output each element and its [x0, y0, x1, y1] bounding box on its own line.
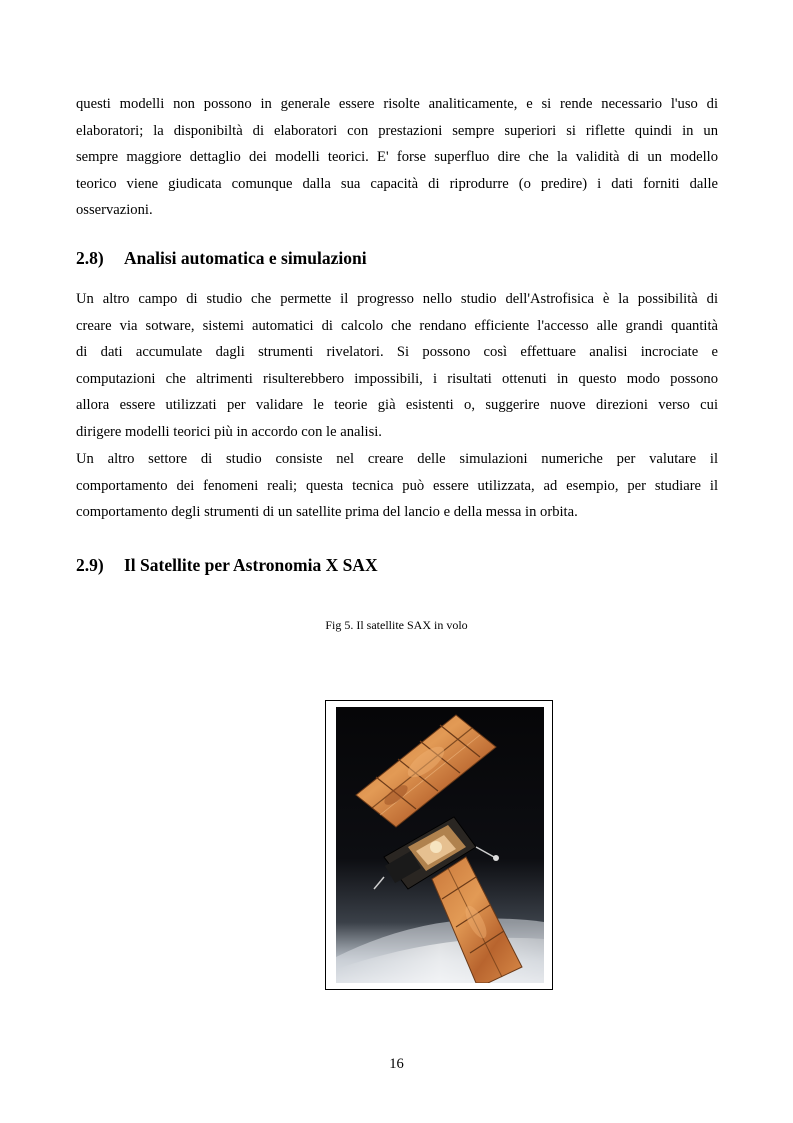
satellite-image: [336, 707, 544, 983]
section-heading-2-8: [76, 248, 367, 269]
section-2-8-paragraph-2: [76, 446, 718, 526]
text-line: comportamento dei fenomeni reali; questa tecnica può essere utilizzata, ad esempio, per studiare il: [76, 477, 718, 494]
section-2-8-paragraph-1: [76, 286, 718, 446]
text-line: elaboratori; la disponibiltà di elaboratori con prestazioni sempre superiori si riflette quindi in un: [76, 122, 718, 139]
text-line: osservazioni.: [76, 202, 153, 219]
text-line: questi modelli non possono in generale essere risolte analiticamente, e si rende necessario l'uso di: [76, 96, 718, 112]
section-number: 2.9): [76, 555, 104, 575]
text-line: allora essere utilizzati per validare le teorie già esistenti o, suggerire nuove direzioni verso cui: [76, 397, 718, 414]
text-line: di dati accumulate dagli strumenti rivelatori. Si possono così effettuare analisi incrociate e: [76, 344, 718, 361]
text-line: Un altro campo di studio che permette il progresso nello studio dell'Astrofisica è la possibilità di: [76, 291, 718, 307]
page-number: 16: [389, 1056, 404, 1072]
text-line: sempre maggiore dettaglio dei modelli teorici. E' forse superfluo dire che la validità di un modello: [76, 149, 718, 166]
section-title: Il Satellite per Astronomia X SAX: [124, 555, 378, 575]
section-title: Analisi automatica e simulazioni: [124, 248, 367, 268]
figure-frame: [325, 700, 553, 990]
text-line: Un altro settore di studio consiste nel creare delle simulazioni numeriche per valutare il: [76, 451, 718, 467]
text-line: comportamento degli strumenti di un satellite prima del lancio e della messa in orbita.: [76, 504, 578, 521]
figure-caption: Fig 5. Il satellite SAX in volo: [325, 618, 468, 632]
intro-paragraph: [76, 91, 718, 224]
section-number: 2.8): [76, 248, 104, 268]
text-line: teorico viene giudicata comunque dalla sua capacità di riprodurre (o predire) i dati forniti dalle: [76, 175, 718, 192]
text-line: computazioni che altrimenti risulterebbero impossibili, i risultati ottenuti in questo modo possono: [76, 370, 718, 387]
text-line: creare via sotware, sistemi automatici di calcolo che rendano efficiente l'accesso alle grandi quantità: [76, 317, 718, 334]
text-line: dirigere modelli teorici più in accordo con le analisi.: [76, 423, 382, 440]
section-heading-2-9: [76, 555, 378, 576]
